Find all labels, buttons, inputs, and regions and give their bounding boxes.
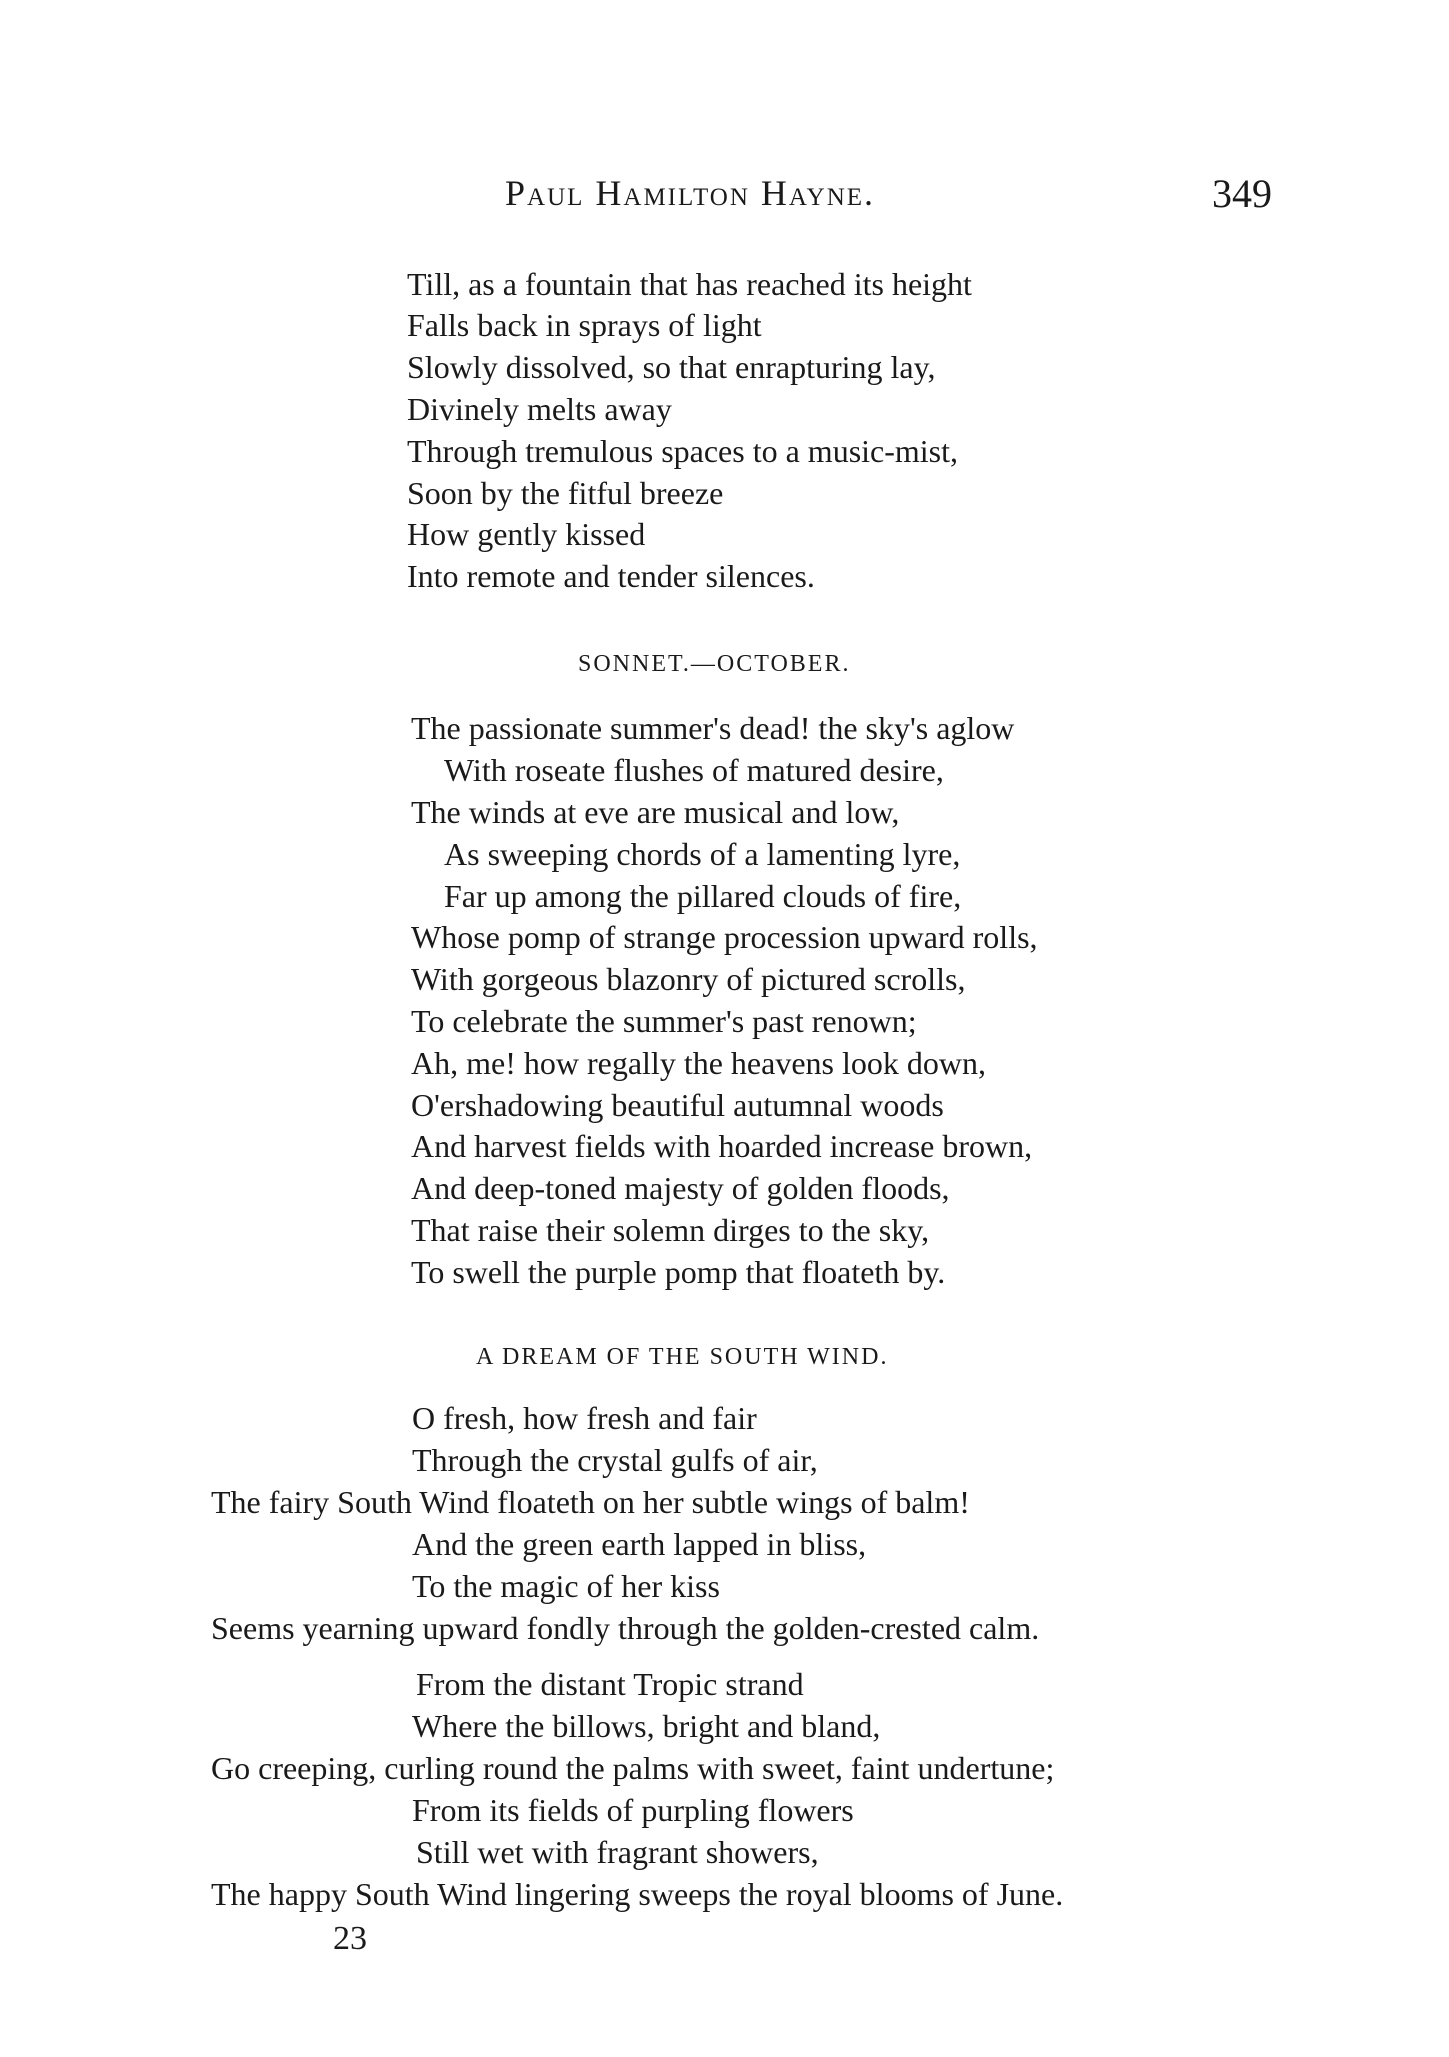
poem-line: O fresh, how fresh and fair [412,1400,757,1436]
poem-line: Into remote and tender silences. [407,558,815,594]
poem-line: How gently kissed [407,516,646,552]
poem-line: Till, as a fountain that has reached its height [407,266,972,302]
poem-line: As sweeping chords of a lamenting lyre, [444,836,961,872]
poem-line: And deep-toned majesty of golden floods, [411,1170,950,1206]
poem-line: Divinely melts away [407,391,672,427]
signature-mark: 23 [333,1920,367,1957]
dream-title: A DREAM OF THE SOUTH WIND. [476,1344,889,1370]
poem-line: The passionate summer's dead! the sky's aglow [411,710,1015,746]
poem-line: Whose pomp of strange procession upward rolls, [411,919,1038,955]
poem-line: And harvest fields with hoarded increase brown, [411,1128,1033,1164]
poem-line: That raise their solemn dirges to the sky, [411,1212,930,1248]
poem-line: Seems yearning upward fondly through the golden-crested calm. [211,1610,1040,1646]
poem-line: Go creeping, curling round the palms with sweet, faint undertune; [211,1750,1055,1786]
poem-line: Where the billows, bright and bland, [412,1708,881,1744]
poem-line: Far up among the pillared clouds of fire, [444,878,962,914]
poem-line: The fairy South Wind floateth on her subtle wings of balm! [211,1484,970,1520]
poem-line: To swell the purple pomp that floateth by. [411,1254,946,1290]
poem-line: With roseate flushes of matured desire, [444,752,944,788]
poem-line: Falls back in sprays of light [407,307,762,343]
poem-line: Through the crystal gulfs of air, [412,1442,818,1478]
poem-line: The winds at eve are musical and low, [411,794,900,830]
poem-line: Soon by the fitful breeze [407,475,724,511]
poem-line: The happy South Wind lingering sweeps the royal blooms of June. [211,1876,1064,1912]
poem-line: O'ershadowing beautiful autumnal woods [411,1087,944,1123]
poem-line: Through tremulous spaces to a music-mist, [407,433,959,469]
poem-line: To celebrate the summer's past renown; [411,1003,917,1039]
poem-line: Still wet with fragrant showers, [416,1834,819,1870]
poem-line: Ah, me! how regally the heavens look down, [411,1045,986,1081]
poem-line: From the distant Tropic strand [416,1666,804,1702]
poem-line: With gorgeous blazonry of pictured scrolls, [411,961,966,997]
sonnet-title: SONNET.—OCTOBER. [578,651,851,677]
page-number: 349 [1212,171,1272,216]
poem-line: To the magic of her kiss [412,1568,720,1604]
poem-line: Slowly dissolved, so that enrapturing lay, [407,349,936,385]
running-title: Paul Hamilton Hayne. [505,173,876,213]
poem-line: From its fields of purpling flowers [412,1792,854,1828]
poem-line: And the green earth lapped in bliss, [412,1526,867,1562]
